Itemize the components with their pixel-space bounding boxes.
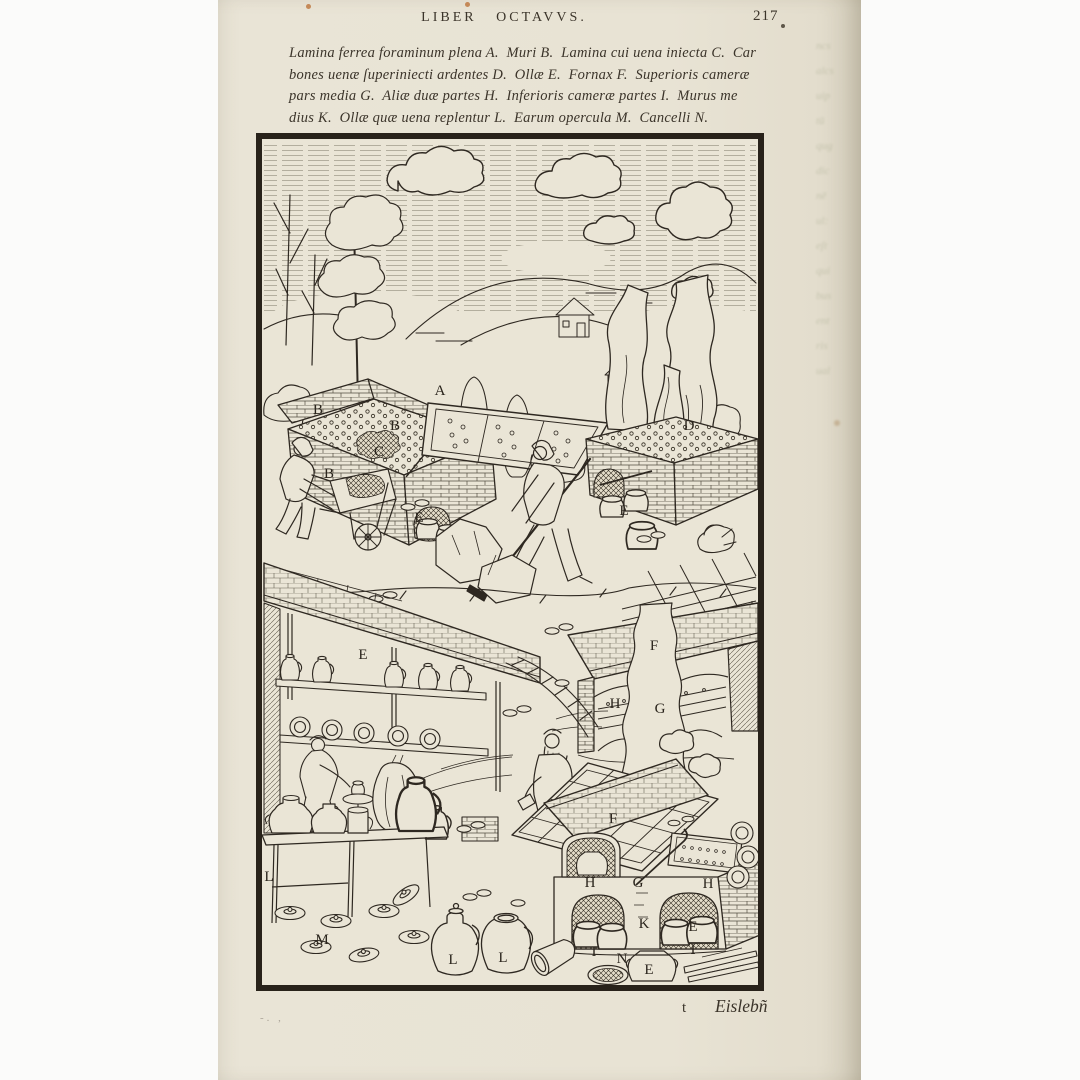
woodcut-label-L: L (264, 869, 274, 885)
ghost-text-line: ris (816, 340, 828, 352)
caption-line: dius K. Ollæ quæ uena replentur L. Earum opercula M. Cancelli N. (289, 110, 709, 127)
woodcut-label-G: G (632, 875, 644, 891)
oven-pot (577, 852, 608, 875)
ghost-text-line: bus (816, 290, 832, 302)
woodcut-label-H: H (702, 876, 714, 892)
woodcut-label-E: E (414, 510, 424, 526)
foxing-speck (465, 2, 470, 7)
pencil-mark: -. , (260, 1012, 284, 1024)
woodcut-label-A: A (434, 383, 446, 399)
woodcut-label-E: E (644, 962, 654, 978)
caption-line: pars media G. Aliæ duæ partes H. Inferioris cameræ partes I. Murus me (289, 88, 738, 105)
caption-line: Lamina ferrea foraminum plena A. Muri B. Lamina cui uena iniecta C. Car (289, 45, 757, 61)
figure-caption (289, 43, 759, 130)
foxing-speck (306, 4, 311, 9)
woodcut-label-L: L (448, 952, 458, 968)
woodcut-label-F: F (649, 638, 659, 654)
woodcut-label-F: F (608, 811, 618, 827)
page-number: 217 (753, 8, 779, 24)
woodcut-label-H: H (609, 696, 621, 712)
woodcut-label-L: L (498, 950, 508, 966)
catchword: Eislebñ (715, 996, 768, 1016)
woodcut-label-K: K (638, 916, 650, 932)
ore-load (346, 474, 385, 497)
ghost-text-line: dic (816, 165, 830, 177)
signature-mark: t (682, 1000, 687, 1016)
ghost-text-line: uip (816, 90, 831, 102)
side-wall (728, 641, 758, 731)
woodcut-label-B: B (389, 418, 401, 434)
book-page (218, 0, 861, 1080)
ghost-text-line: ent (816, 315, 830, 327)
woodcut-label-C: C (373, 444, 385, 460)
ghost-text-line: alcs (816, 65, 834, 77)
potters-wheel (343, 794, 373, 804)
show-through-text (816, 40, 862, 390)
ghost-text-line: tū (816, 115, 825, 127)
ghost-text-line: qui (816, 265, 831, 277)
ghost-text-line: ual (816, 365, 831, 377)
woodcut-figure (256, 133, 764, 991)
woodcut-label-D: D (683, 418, 695, 434)
ghost-text-line: eſt (816, 240, 827, 252)
woodcut-label-N: N (616, 951, 628, 967)
ghost-text-line: ul: (816, 215, 829, 227)
ink-speck (781, 24, 785, 28)
woodcut-label-B: B (323, 466, 335, 482)
woodcut-label-I: I (690, 942, 696, 958)
sieve (588, 966, 628, 985)
woodcut-label-B: B (312, 402, 324, 418)
side-wall (264, 603, 280, 833)
caption-line: bones uenæ ſuperiniecti ardentes D. Ollæ E. Fornax F. Superioris cameræ (289, 66, 750, 83)
woodcut-label-G: G (654, 701, 666, 717)
woodcut-label-M: M (315, 932, 329, 948)
woodcut-label-H: H (584, 875, 596, 891)
woodcut-label-E: E (619, 503, 629, 519)
ghost-text-line: qug (816, 140, 833, 152)
ghost-text-line: ncs (816, 40, 831, 52)
foxing-speck (834, 420, 840, 426)
woodcut-label-I: I (591, 944, 597, 960)
ghost-text-line: nē (816, 190, 827, 202)
woodcut-label-E: E (358, 647, 368, 663)
woodcut-label-E: E (688, 919, 698, 935)
running-header: LIBER OCTAVVS. (421, 10, 587, 25)
